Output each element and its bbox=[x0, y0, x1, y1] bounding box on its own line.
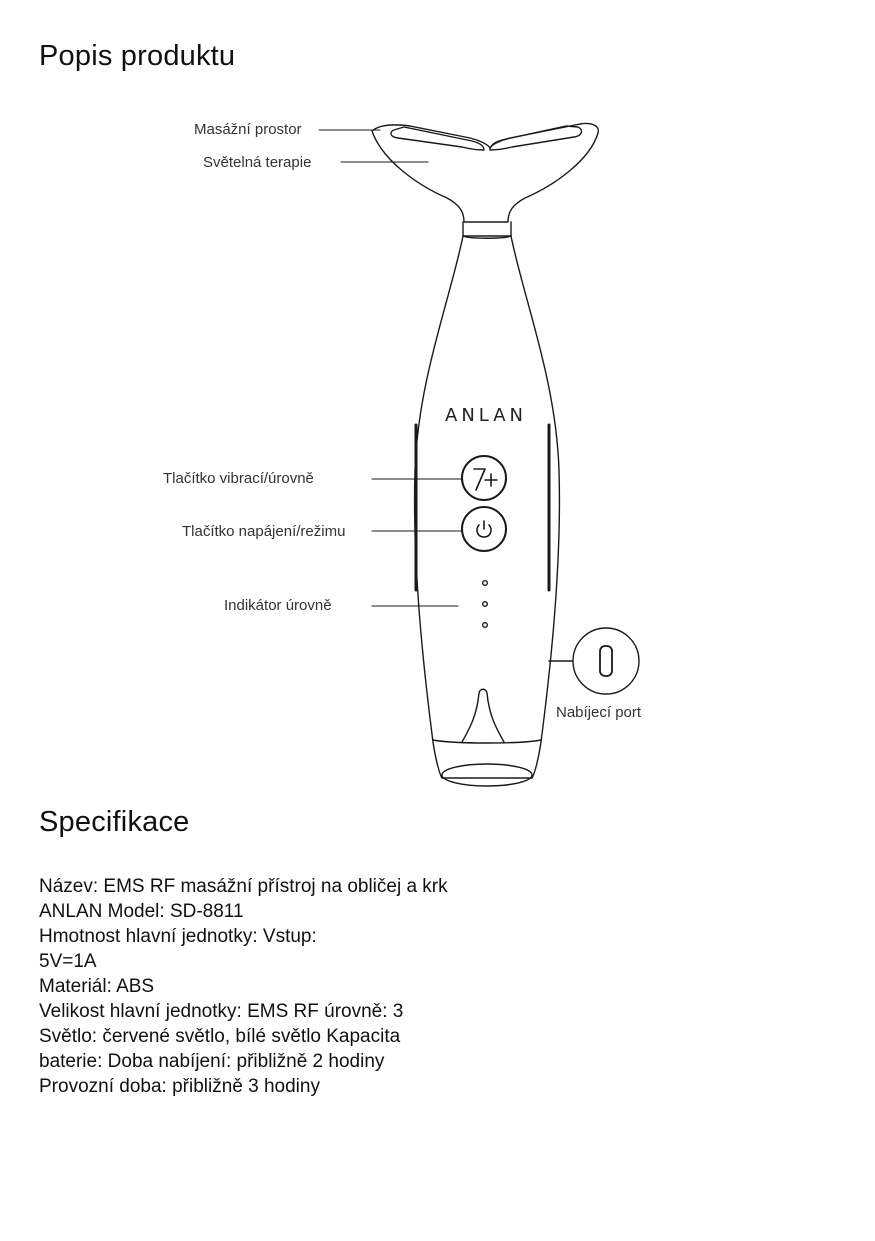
power-icon bbox=[477, 521, 491, 537]
light-slot-right bbox=[490, 126, 581, 150]
specifications-list bbox=[39, 874, 448, 1099]
spec-line: Materiál: ABS bbox=[39, 976, 155, 997]
callout-level-indicator: Indikátor úrovně bbox=[224, 597, 332, 614]
device-base-arch bbox=[462, 689, 504, 742]
callout-charging-port: Nabíjecí port bbox=[556, 704, 642, 721]
spec-line: Název: EMS RF masážní přístroj na obličej a krk bbox=[39, 876, 448, 897]
minus-plus-icon bbox=[474, 469, 497, 490]
indicator-dot-3 bbox=[483, 623, 488, 628]
spec-line: ANLAN Model: SD-8811 bbox=[39, 901, 244, 922]
level-button-outline bbox=[462, 456, 506, 500]
callout-massage-area: Masážní prostor bbox=[194, 121, 302, 138]
indicator-dot-1 bbox=[483, 581, 488, 586]
spec-line: baterie: Doba nabíjení: přibližně 2 hodiny bbox=[39, 1051, 385, 1072]
indicator-dot-2 bbox=[483, 602, 488, 607]
device-neck-ring bbox=[463, 222, 511, 236]
product-description-heading: Popis produktu bbox=[39, 40, 236, 72]
callout-power-button: Tlačítko napájení/režimu bbox=[182, 523, 346, 540]
spec-line: Velikost hlavní jednotky: EMS RF úrovně: 3 bbox=[39, 1001, 404, 1022]
spec-line: 5V=1A bbox=[39, 951, 97, 972]
callout-light-therapy: Světelná terapie bbox=[203, 154, 312, 171]
spec-line: Světlo: červené světlo, bílé světlo Kapacita bbox=[39, 1026, 401, 1047]
usb-c-port-icon bbox=[600, 646, 612, 676]
brand-logo: ANLAN bbox=[445, 405, 527, 426]
spec-line: Provozní doba: přibližně 3 hodiny bbox=[39, 1076, 320, 1097]
spec-line: Hmotnost hlavní jednotky: Vstup: bbox=[39, 926, 317, 947]
specifications-heading: Specifikace bbox=[39, 806, 190, 838]
charging-port-circle bbox=[573, 628, 639, 694]
callout-vibration-button: Tlačítko vibrací/úrovně bbox=[163, 470, 314, 487]
